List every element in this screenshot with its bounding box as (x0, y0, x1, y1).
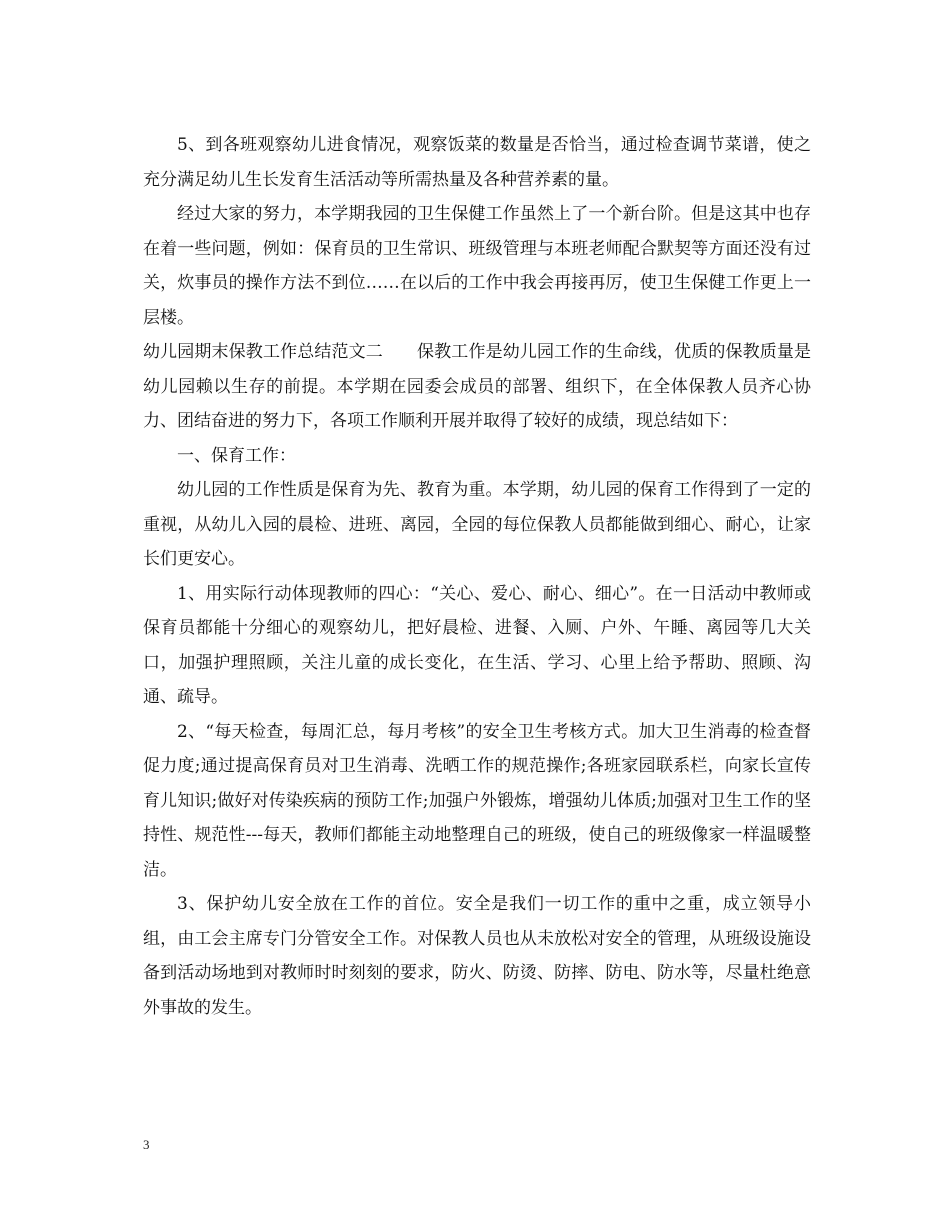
section-intro: 保教工作是幼儿园工作的生命线，优质的保教质量是幼儿园赖以生存的前提。本学期在园委会成员的部署、组织下，在全体保教人员齐心协力、团结奋进的努力下，各项工作顺利开展并取得了较好的成绩，现总结如下： (143, 342, 812, 431)
paragraph-nutrition-check: 5、到各班观察幼儿进食情况，观察饭菜的数量是否恰当，通过检查调节菜谱，使之充分满足幼儿生长发育生活活动等所需热量及各种营养素的量。 (143, 135, 811, 190)
subheading-care-work: 一、保育工作： (177, 445, 296, 466)
page-number: 3 (143, 1137, 150, 1152)
paragraph-inspection-method: 2、“每天检查，每周汇总，每月考核”的安全卫生考核方式。加大卫生消毒的检查督促力度;通过提高保育员对卫生消毒、洗晒工作的规范操作;各班家园联系栏，向家长宣传育儿知识;做好对传染疾病的预防工作;加强户外锻炼，增强幼儿体质;加强对卫生工作的坚持性、规范性---每天，教师们都能主动地整理自己的班级，使自己的班级像家一样温暖整洁。 (143, 721, 811, 880)
paragraph-four-hearts: 1、用实际行动体现教师的四心：“关心、爱心、耐心、细心”。在一日活动中教师或保育员都能十分细心的观察幼儿，把好晨检、进餐、入厕、户外、午睡、离园等几大关口，加强护理照顾，关注儿童的成长变化，在生活、学习、心里上给予帮助、照顾、沟通、疏导。 (143, 583, 811, 707)
paragraph-semester-summary: 经过大家的努力，本学期我园的卫生保健工作虽然上了一个新台阶。但是这其中也存在着一些问题，例如：保育员的卫生常识、班级管理与本班老师配合默契等方面还没有过关，炊事员的操作方法不到位……在以后的工作中我会再接再厉，使卫生保健工作更上一层楼。 (143, 204, 811, 328)
section-two-paragraph (143, 335, 811, 439)
section-title: 幼儿园期末保教工作总结范文二 (143, 342, 383, 362)
paragraph-care-nature: 幼儿园的工作性质是保育为先、教育为重。本学期，幼儿园的保育工作得到了一定的重视，从幼儿入园的晨检、进班、离园，全园的每位保教人员都能做到细心、耐心，让家长们更安心。 (143, 480, 811, 569)
paragraph-safety-first: 3、保护幼儿安全放在工作的首位。安全是我们一切工作的重中之重，成立领导小组，由工会主席专门分管安全工作。对保教人员也从未放松对安全的管理，从班级设施设备到活动场地到对教师时时刻刻的要求，防火、防烫、防摔、防电、防水等，尽量杜绝意外事故的发生。 (143, 894, 811, 1018)
document-body (143, 128, 811, 1025)
